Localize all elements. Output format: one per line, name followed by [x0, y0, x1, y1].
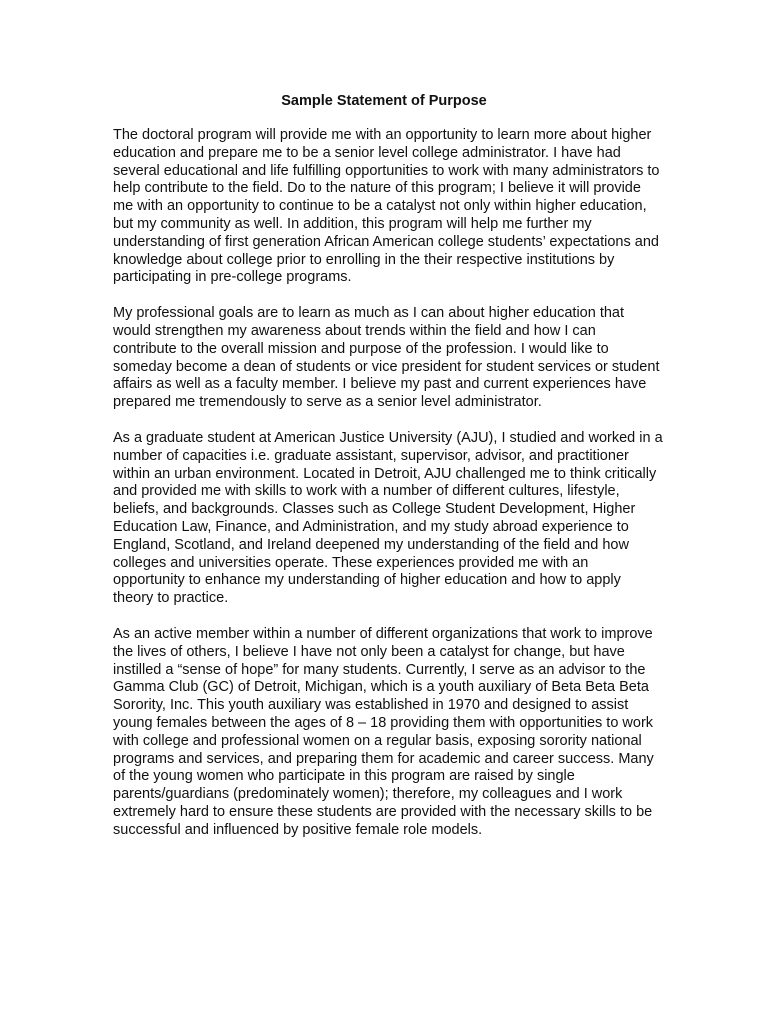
paragraph-3: As a graduate student at American Justice University (AJU), I studied and worked in a number of capacities i.e. graduate assistant, supervisor, advisor, and practitioner within an urban environment. Located in Detroit, AJU challenged me to think critically and provided me with skills to work with a number of different cultures, lifestyle, beliefs, and backgrounds. Classes such as College Student Development, Higher Education Law, Finance, and Administration, and my study abroad experience to England, Scotland, and Ireland deepened my understanding of the field and how colleges and universities operate. These experiences provided me with an opportunity to enhance my understanding of higher education and how to apply theory to practice. — [113, 429, 663, 607]
document-title: Sample Statement of Purpose — [281, 93, 487, 109]
paragraph-1: The doctoral program will provide me with an opportunity to learn more about higher education and prepare me to be a senior level college administrator. I have had several educational and life fulfilling opportunities to work with many administrators to help contribute to the field. Do to the nature of this program; I believe it will provide me with an opportunity to continue to be a catalyst not only within higher education, but my community as well. In addition, this program will help me further my understanding of first generation African American college students’ expectations and knowledge about college prior to enrolling in the their respective institutions by participating in pre-college programs. — [113, 127, 660, 286]
paragraph-4: As an active member within a number of different organizations that work to improve the lives of others, I believe I have not only been a catalyst for change, but have instilled a “sense of hope” for many students. Currently, I serve as an advisor to the Gamma Club (GC) of Detroit, Michigan, which is a youth auxiliary of Beta Beta Beta Sorority, Inc. This youth auxiliary was established in 1970 and designed to assist young females between the ages of 8 – 18 providing them with opportunities to work with college and professional women on a regular basis, exposing sorority national programs and services, and preparing them for academic and career success. Many of the young women who participate in this program are raised by single parents/guardians (predominately women); therefore, my colleagues and I work extremely hard to ensure these students are provided with the necessary skills to be successful and influenced by positive female role models. — [113, 625, 654, 838]
paragraph-2: My professional goals are to learn as much as I can about higher education that would strengthen my awareness about trends within the field and how I can contribute to the overall mission and purpose of the profession. I would like to someday become a dean of students or vice president for student services or student affairs as well as a faculty member. I believe my past and current experiences have prepared me tremendously to serve as a senior level administrator. — [113, 305, 660, 411]
document-body — [113, 127, 663, 857]
